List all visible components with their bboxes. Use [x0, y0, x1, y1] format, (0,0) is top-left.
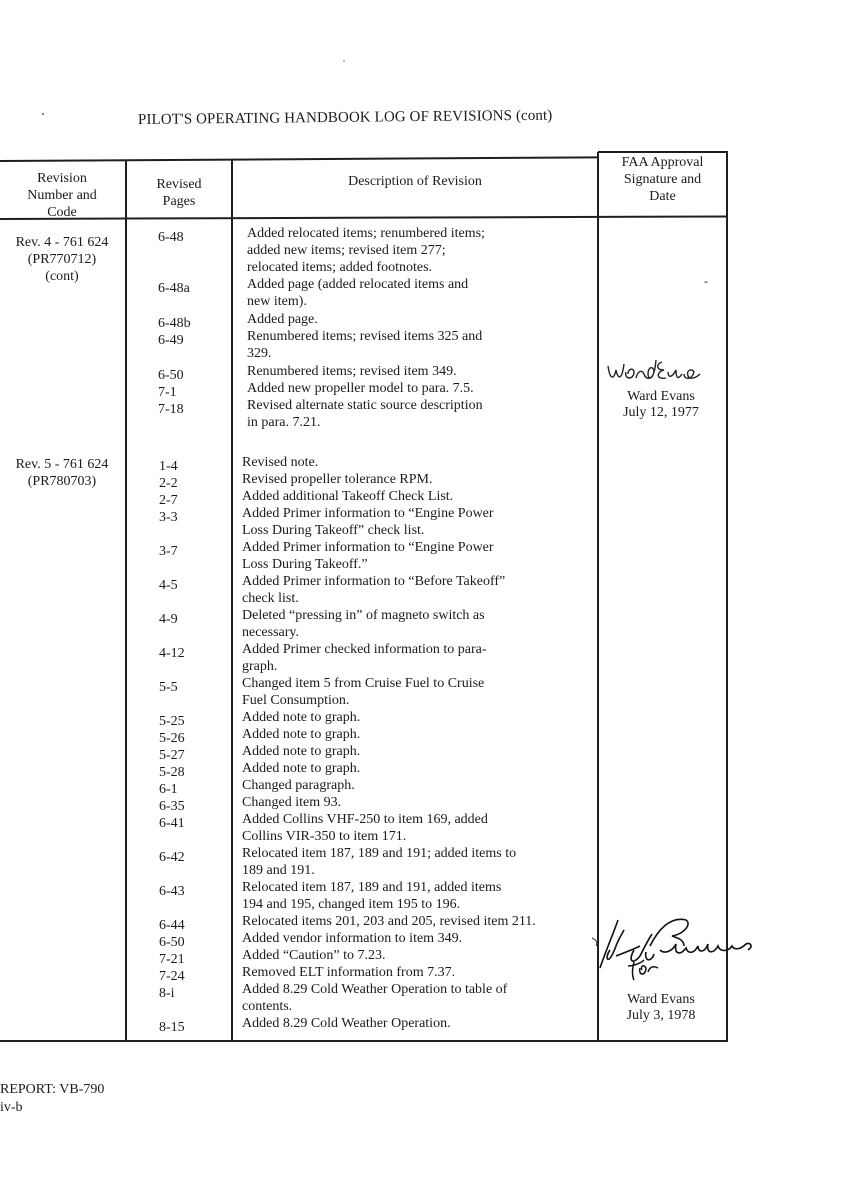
- revised-page: 6-44: [159, 918, 185, 933]
- revised-page: 6-48b: [158, 316, 191, 331]
- header-revision-line: Revision: [37, 171, 87, 186]
- description-line: Added Primer checked information to para-: [242, 642, 487, 657]
- table-bottom-border: [0, 1040, 728, 1042]
- page-title: PILOT'S OPERATING HANDBOOK LOG OF REVISIONS (cont): [137, 107, 553, 128]
- revised-page: 4-9: [159, 612, 178, 627]
- description-line: Relocated items 201, 203 and 205, revised item 211.: [242, 914, 536, 929]
- description-line: Added 8.29 Cold Weather Operation to table of: [242, 982, 508, 997]
- revised-page: 6-48: [158, 230, 184, 245]
- description-line: Relocated item 187, 189 and 191, added items: [242, 880, 502, 895]
- revised-page: 6-41: [159, 816, 185, 831]
- revised-page: 2-7: [159, 493, 178, 508]
- revision-code-line: (PR770712): [27, 252, 97, 267]
- revised-page: 6-49: [158, 333, 184, 348]
- revised-page: 5-26: [159, 731, 185, 746]
- header-approval-line: FAA Approval: [621, 155, 704, 170]
- header-revision: [2, 170, 122, 221]
- header-pages-line: Revised: [156, 177, 202, 192]
- revised-page: 6-1: [159, 782, 178, 797]
- description-line: Added relocated items; renumbered items;: [247, 226, 485, 241]
- revised-page: 5-27: [159, 748, 185, 763]
- column-divider: [231, 159, 233, 1041]
- description-line: Added note to graph.: [242, 710, 361, 725]
- description-line: Revised note.: [242, 455, 319, 470]
- header-pages: [128, 176, 230, 210]
- revised-page: 6-48a: [158, 281, 190, 296]
- description-line: Added Primer information to “Before Takeoff”: [242, 574, 506, 589]
- description-line: necessary.: [242, 625, 300, 641]
- description-line: Changed paragraph.: [242, 778, 355, 793]
- revised-page: 6-43: [159, 884, 185, 899]
- description-line: Deleted “pressing in” of magneto switch as: [242, 608, 485, 623]
- description-line: check list.: [242, 591, 299, 607]
- table-top-border-approval: [598, 151, 726, 153]
- revision-code-line: Rev. 5 - 761 624: [15, 457, 109, 472]
- scan-speck: [42, 113, 44, 115]
- description-line: Changed item 93.: [242, 795, 342, 810]
- revision-code-line: Rev. 4 - 761 624: [15, 235, 109, 250]
- revised-page: 6-35: [159, 799, 185, 814]
- approval-date: July 12, 1977: [623, 405, 699, 420]
- description-line: Added Primer information to “Engine Power: [242, 540, 494, 555]
- description-line: Added page (added relocated items and: [247, 277, 469, 292]
- description-line: Added “Caution” to 7.23.: [242, 948, 386, 963]
- column-divider: [125, 160, 127, 1041]
- description-line: relocated items; added footnotes.: [247, 260, 433, 275]
- header-approval-line: Signature and: [623, 172, 702, 187]
- description-line: Renumbered items; revised items 325 and: [247, 329, 483, 344]
- approval-rev4: [598, 389, 724, 421]
- revised-page: 7-1: [158, 385, 177, 400]
- signature-barnhouse: [588, 910, 758, 990]
- revised-page: 5-28: [159, 765, 185, 780]
- column-divider: [726, 151, 728, 1041]
- page-number: iv-b: [0, 1100, 23, 1115]
- header-revision-line: Number and: [27, 188, 97, 203]
- revised-page: 3-3: [159, 510, 178, 525]
- revised-page: 5-25: [159, 714, 185, 729]
- revision-code-line: (cont): [45, 269, 79, 284]
- header-pages-line: Pages: [162, 194, 196, 209]
- description-line: Renumbered items; revised item 349.: [247, 364, 457, 379]
- description-line: Added vendor information to item 349.: [242, 931, 463, 946]
- description-line: Added note to graph.: [242, 761, 361, 776]
- revised-page: 6-50: [158, 368, 184, 383]
- description-line: Loss During Takeoff” check list.: [242, 523, 425, 539]
- revision-code: [3, 456, 121, 490]
- revised-page: 8-i: [159, 986, 175, 1001]
- scan-speck: [343, 60, 345, 62]
- description-line: new item).: [247, 294, 307, 309]
- description-line: Added note to graph.: [242, 744, 361, 759]
- description-line: contents.: [242, 999, 293, 1015]
- description-line: 189 and 191.: [242, 863, 315, 879]
- revised-page: 4-12: [159, 646, 185, 661]
- description-line: Added 8.29 Cold Weather Operation.: [242, 1016, 451, 1031]
- description-line: 194 and 195, changed item 195 to 196.: [242, 897, 461, 913]
- revised-page: 8-15: [159, 1020, 185, 1035]
- description-line: Added Collins VHF-250 to item 169, added: [242, 812, 488, 827]
- signature-ward-evans: [604, 356, 704, 386]
- description-line: Revised alternate static source description: [247, 398, 483, 413]
- approval-name: Ward Evans: [627, 389, 695, 404]
- header-approval: [600, 154, 725, 205]
- description-line: Relocated item 187, 189 and 191; added items to: [242, 846, 517, 861]
- header-approval-line: Date: [649, 189, 676, 204]
- revised-page: 2-2: [159, 476, 178, 491]
- approval-date: July 3, 1978: [626, 1008, 696, 1023]
- description-line: Revised propeller tolerance RPM.: [242, 472, 433, 487]
- description-line: Loss During Takeoff.”: [242, 557, 368, 573]
- revised-page: 6-42: [159, 850, 185, 865]
- description-line: graph.: [242, 659, 278, 675]
- description-line: Fuel Consumption.: [242, 693, 350, 709]
- revised-page: 5-5: [159, 680, 178, 695]
- table-top-border: [0, 156, 598, 161]
- description-line: Added new propeller model to para. 7.5.: [247, 381, 474, 396]
- description-line: in para. 7.21.: [247, 415, 321, 430]
- approval-name: Ward Evans: [627, 992, 695, 1007]
- revision-code-line: (PR780703): [27, 474, 97, 489]
- description-line: Added additional Takeoff Check List.: [242, 489, 454, 504]
- description-line: added new items; revised item 277;: [247, 243, 446, 258]
- revised-page: 3-7: [159, 544, 178, 559]
- description-line: Added note to graph.: [242, 727, 361, 742]
- revised-page: 7-18: [158, 402, 184, 417]
- revised-page: 7-24: [159, 969, 185, 984]
- revised-page: 1-4: [159, 459, 178, 474]
- description-line: 329.: [247, 346, 272, 361]
- description-line: Removed ELT information from 7.37.: [242, 965, 456, 980]
- description-line: Added page.: [247, 312, 318, 327]
- revision-code: [3, 234, 121, 285]
- mark: -: [704, 274, 708, 288]
- approval-rev5: [598, 992, 724, 1024]
- revised-page: 6-50: [159, 935, 185, 950]
- column-divider: [597, 152, 599, 1040]
- description-line: Changed item 5 from Cruise Fuel to Cruise: [242, 676, 485, 691]
- description-line: Collins VIR-350 to item 171.: [242, 829, 407, 845]
- header-description: Description of Revision: [348, 174, 482, 189]
- header-revision-line: Code: [47, 205, 77, 220]
- report-number: REPORT: VB-790: [0, 1082, 105, 1097]
- revised-page: 7-21: [159, 952, 185, 967]
- revised-page: 4-5: [159, 578, 178, 593]
- description-line: Added Primer information to “Engine Power: [242, 506, 494, 521]
